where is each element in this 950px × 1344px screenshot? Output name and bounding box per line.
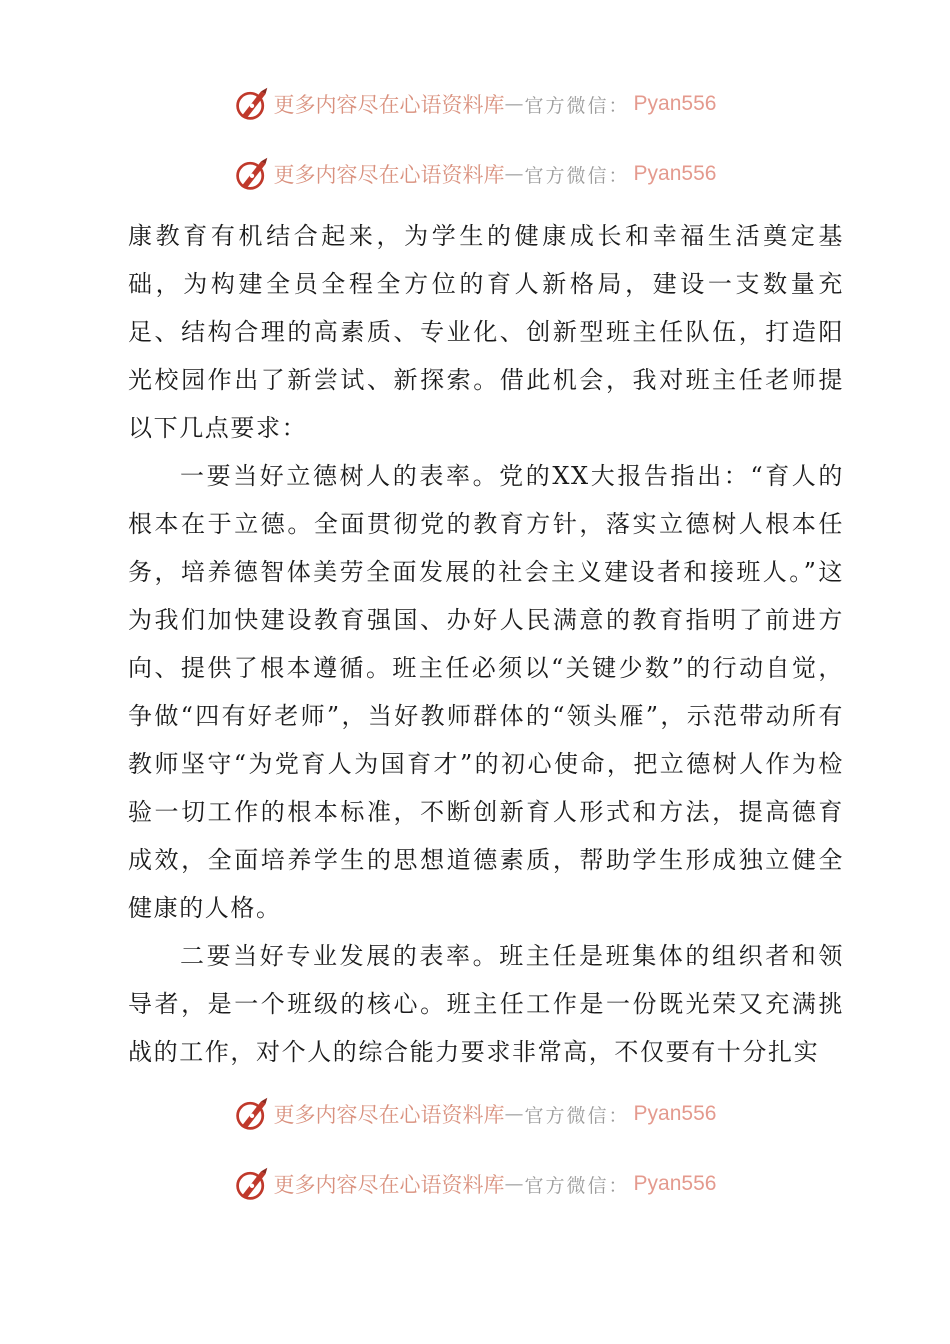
pen-nib-logo-icon [234, 1096, 270, 1132]
watermark-banner [0, 1164, 950, 1204]
pen-nib-logo-icon [234, 1166, 270, 1202]
watermark-separator: — [504, 93, 525, 115]
paragraph: 一要当好立德树人的表率。党的XX大报告指出：“育人的根本在于立德。全面贯彻党的教育方针，落实立德树人根本任务，培养德智体美劳全面发展的社会主义建设者和接班人。”这为我们加快建设教育强国、办好人民满意的教育指明了前进方向、提供了根本遵循。班主任必须以“关键少数”的行动自觉，争做“四有好老师”，当好教师群体的“领头雁”，示范带动所有教师坚守“为党育人为国育才”的初心使命，把立德树人作为检验一切工作的根本标准，不断创新育人形式和方法，提高德育成效，全面培养学生的思想道德素质，帮助学生形成独立健全健康的人格。 [128, 462, 844, 922]
watermark-label: 官方微信： [524, 164, 630, 187]
paragraph: 康教育有机结合起来，为学生的健康成长和幸福生活奠定基础，为构建全员全程全方位的育人新格局，建设一支数量充足、结构合理的高素质、专业化、创新型班主任队伍，打造阳光校园作出了新尝试、新探索。借此机会，我对班主任老师提以下几点要求： [128, 222, 844, 442]
watermark-wechat-id: Pyan556 [633, 92, 717, 115]
watermark-wechat-id: Pyan556 [633, 1172, 717, 1195]
pen-nib-logo-icon [234, 86, 270, 122]
document-body [128, 212, 844, 1076]
watermark-separator: — [504, 163, 525, 185]
watermark-banner [0, 154, 950, 194]
watermark-label: 官方微信： [524, 94, 630, 117]
watermark-text: 更多内容尽在心语资料库 [273, 163, 505, 187]
watermark-label: 官方微信： [524, 1174, 630, 1197]
watermark-banner [0, 84, 950, 124]
watermark-text: 更多内容尽在心语资料库 [273, 1173, 505, 1197]
watermark-text: 更多内容尽在心语资料库 [273, 1103, 505, 1127]
watermark-label: 官方微信： [524, 1104, 630, 1127]
watermark-wechat-id: Pyan556 [633, 1102, 717, 1125]
watermark-separator: — [504, 1173, 525, 1195]
watermark-banner [0, 1094, 950, 1134]
watermark-separator: — [504, 1103, 525, 1125]
watermark-wechat-id: Pyan556 [633, 162, 717, 185]
paragraph: 二要当好专业发展的表率。班主任是班集体的组织者和领导者，是一个班级的核心。班主任工作是一份既光荣又充满挑战的工作，对个人的综合能力要求非常高，不仅要有十分扎实 [128, 942, 844, 1066]
watermark-text: 更多内容尽在心语资料库 [273, 93, 505, 117]
pen-nib-logo-icon [234, 156, 270, 192]
